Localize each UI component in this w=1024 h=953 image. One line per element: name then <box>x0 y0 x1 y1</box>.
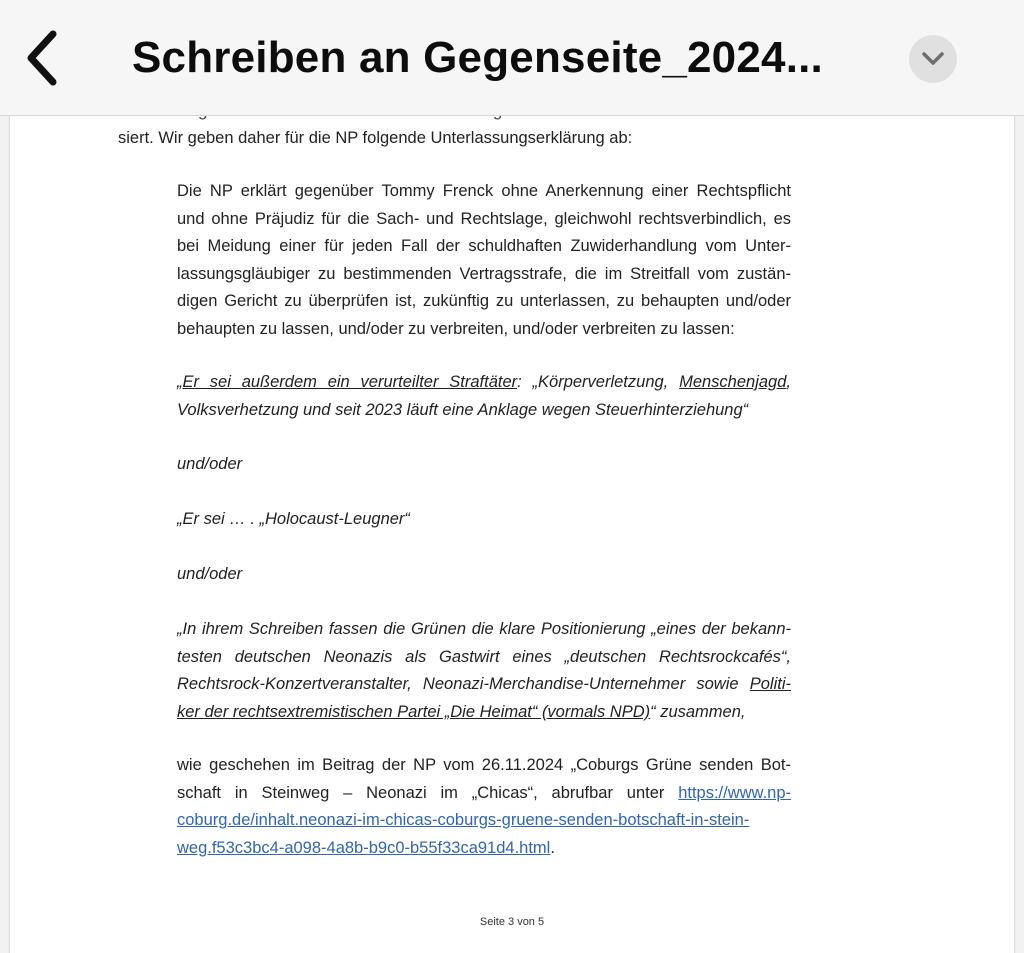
declaration-line: Die NP erklärt gegenüber Tommy Frenck ohne Anerkennung einer Rechtspflicht <box>177 182 791 200</box>
quote-1-line-2: Volksverhetzung und seit 2023 läuft eine Anklage wegen Steuerhinterziehung“ <box>177 400 749 419</box>
source-line <box>177 807 791 835</box>
declaration-line: behaupten zu lassen, und/oder zu verbreiten, und/oder verbreiten zu lassen: <box>177 319 735 338</box>
quote-3-line: ker der rechtsextremistischen Partei „Die Heimat“ (vormals NPD)“ zusammen, <box>177 702 746 721</box>
and-or-separator: und/oder <box>177 565 243 583</box>
quote-3-line: Rechtsrock-Konzertveranstalter, Neonazi-Merchandise-Unternehmer sowie Politi- <box>177 675 791 693</box>
declaration-line: und ohne Präjudiz für die Sach- und Rechtslage, gleichwohl rechtsverbindlich, es <box>177 209 791 228</box>
declaration-line: bei Meidung einer für jeden Fall der schuldhaften Zuwiderhandlung vom Unter- <box>177 237 791 255</box>
title-menu-button[interactable] <box>909 35 957 83</box>
article-link[interactable]: https://www.np- <box>678 783 791 802</box>
chevron-left-icon <box>25 30 59 86</box>
source-line: weg.f53c3bc4-a098-4a8b-b9c0-b55f33ca91d4.html. <box>177 838 555 857</box>
quote-3-underlined-text: ker der rechtsextremistischen Partei „Die Heimat“ (vormals NPD) <box>177 702 651 721</box>
quote-3-underlined-text: Politi- <box>749 675 791 693</box>
back-button[interactable] <box>14 22 70 94</box>
quote-2: „Er sei … . „Holocaust-Leugner“ <box>177 510 410 528</box>
page-number: Seite 3 von 5 <box>479 916 545 928</box>
quote-1 <box>177 369 791 424</box>
article-link[interactable]: weg.f53c3bc4-a098-4a8b-b9c0-b55f33ca91d4.html <box>177 838 551 857</box>
source-line: schaft in Steinweg – Neonazi im „Chicas“, abrufbar unter https://www.np- <box>177 783 791 802</box>
source-line: wie geschehen im Beitrag der NP vom 26.11.2024 „Coburgs Grüne senden Bot- <box>177 756 791 774</box>
intro-line: siert. Wir geben daher für die NP folgende Unterlassungserklärung ab: <box>118 129 633 147</box>
article-link[interactable]: coburg.de/inhalt.neonazi-im-chicas-coburgs-gruene-senden-botschaft-in-stein- <box>177 811 750 829</box>
declaration-line: digen Gericht zu überprüfen ist, zukünftig zu unterlassen, zu behaupten und/oder <box>177 292 791 310</box>
quote-1-underlined-claim: Er sei außerdem ein verurteilter Straftäter <box>182 373 518 391</box>
declaration-paragraph <box>177 178 791 343</box>
declaration-line: lassungsgläubiger zu bestimmenden Vertragsstrafe, die im Streitfall vom zustän- <box>177 264 791 283</box>
quote-3-line: testen deutschen Neonazis als Gastwirt eines „deutschen Rechtsrockcafés“, <box>177 647 791 666</box>
chevron-down-icon <box>921 51 945 67</box>
source-paragraph <box>177 752 791 862</box>
quote-3-line: „In ihrem Schreiben fassen die Grünen die klare Positionierung „eines der bekann- <box>177 620 791 638</box>
and-or-separator: und/oder <box>177 455 243 473</box>
quote-3 <box>177 616 791 726</box>
top-bar <box>0 0 1024 116</box>
quote-1-underlined-word: Menschenjagd <box>679 373 787 391</box>
quote-1-line-1: „Er sei außerdem ein verurteilter Straftäter: „Körperverletzung, Menschenjagd, <box>177 373 791 391</box>
document-title: Schreiben an Gegenseite_2024... <box>132 33 823 82</box>
